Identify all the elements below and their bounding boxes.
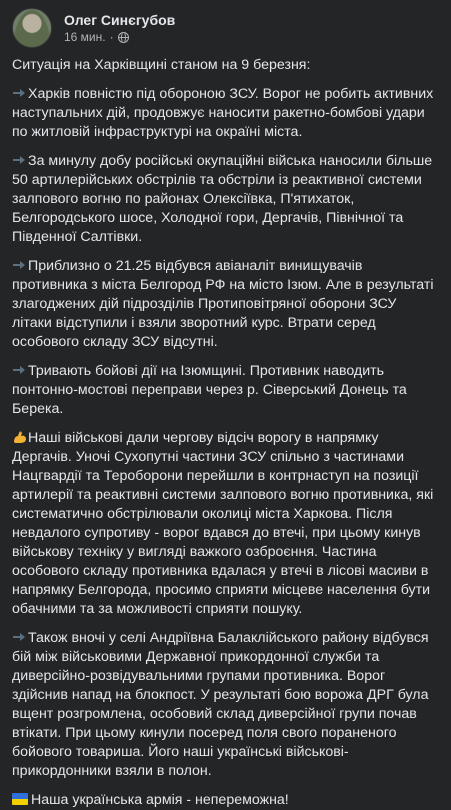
arrow-right-icon	[12, 630, 26, 644]
ukraine-flag-icon	[12, 793, 28, 805]
flexed-biceps-icon	[12, 429, 28, 445]
paragraph-5-text: Наші військові дали чергову відсіч ворогу в напрямку Дергачів. Уночі Сухопутні частини ЗСУ спільно з частинами Нацгвардії та Тероборони перейшли в контрнаступ на позиції артилерії та реактивні системи залпового вогню противника, які систематично обстрілювали околиці міста Харкова. Після невдалого супротиву - ворог вдався до втечі, при цьому кинув військову техніку у вигляді важкого озброєння. Частина особового складу противника вдалася у втечі в лісові масиви в напрямку Белгорода, просимо сприяти місцеве населення бути обачними та за можливості сприяти пошуку.	[12, 430, 434, 617]
arrow-right-icon	[12, 86, 26, 100]
post-time[interactable]: 16 мин.	[64, 30, 106, 44]
paragraph-2	[12, 152, 439, 247]
paragraph-4-text: Тривають бойові дії на Ізюмщині. Противник наводить понтонно-мостові переправи через р. Сіверський Донець та Берека.	[12, 363, 407, 417]
paragraph-5	[12, 429, 439, 619]
paragraph-2-text: За минулу добу російські окупаційні війська наносили більше 50 артилерійських обстрілів та обстріли із реактивної системи залпового вогню по районах Олексіївка, П'ятихаток, Белгородського шосе, Холодної гори, Дергачів, Північної та Південної Салтівки.	[12, 153, 433, 245]
globe-icon[interactable]	[118, 32, 129, 43]
separator-dot: ·	[109, 30, 114, 44]
author-name[interactable]: Олег Синєгубов	[64, 12, 176, 28]
post-meta	[64, 11, 175, 45]
arrow-right-icon	[12, 363, 26, 377]
arrow-right-icon	[12, 258, 26, 272]
paragraph-3-text: Приблизно о 21.25 відбувся авіаналіт винищувачів противника з міста Белгород РФ на місто Ізюм. Але в результаті злагоджених дій підрозділів Протиповітряної оборони ЗСУ літаки відступили і взяли зворотний курс. Втрати серед особового складу ЗСУ відсутні.	[12, 258, 434, 350]
paragraph-6	[12, 629, 439, 781]
paragraph-3	[12, 257, 439, 352]
paragraph-1	[12, 85, 439, 142]
paragraph-6-text: Також вночі у селі Андріївна Балаклійського району відбувся бій між військовими Державної прикордонної служби та диверсійно-розвідувальними групами противника. Ворог здійснив напад на блокпост. У результаті бою ворожа ДРГ була вщент розгромлена, особовий склад диверсійної групи почав втікати. При цьому кинули посеред поля свого пораненого бойового товариша. Його наші українські військові-прикордонники взяли в полон.	[12, 630, 429, 779]
post-body	[12, 56, 439, 810]
paragraph-1-text: Харків повністю під обороною ЗСУ. Ворог не робить активних наступальних дій, продовжує наносити ракетно-бомбові удари по житловій інфраструктурі на окраїні міста.	[12, 86, 434, 140]
post-header	[12, 8, 439, 48]
paragraph-7	[12, 791, 439, 810]
post-title: Ситуація на Харківщині станом на 9 березня:	[12, 57, 311, 73]
paragraph-7-text: Наша українська армія - непереможна!	[31, 792, 289, 808]
author-avatar[interactable]	[12, 8, 52, 48]
time-row	[64, 29, 175, 45]
arrow-right-icon	[12, 153, 26, 167]
paragraph-4	[12, 362, 439, 419]
